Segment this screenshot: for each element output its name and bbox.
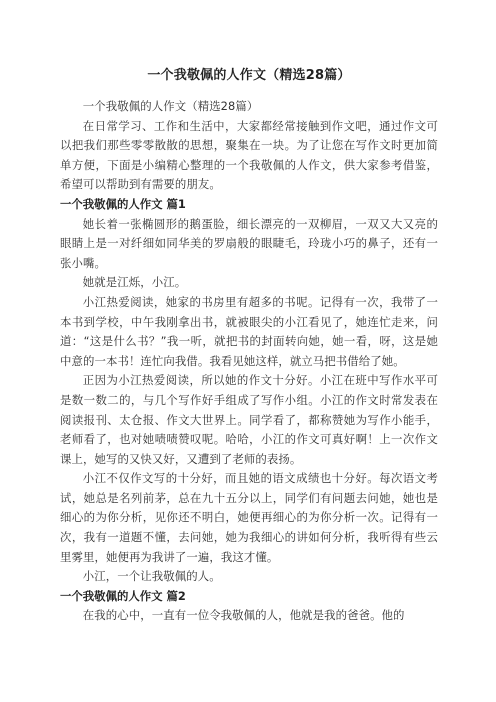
intro-paragraph: 在日常学习、工作和生活中，大家都经常接触到作文吧，通过作文可以把我们那些零零散散的思想，聚集在一块。为了让您在写作文时更加简单方便，下面是小编精心整理的一个我敬佩的人作文，供大家参考借鉴，希望可以帮助到有需要的朋友。 — [60, 118, 438, 192]
section-2-heading: 一个我敬佩的人作文 篇2 — [60, 588, 186, 603]
section-1-paragraph: 正因为小江热爱阅读，所以她的作文十分好。小江在班中写作水平可是数一数二的，与几个写作好手组成了写作小组。小江的作文时常发表在阅读报刊、太仓报、作文大世界上。同学看了，都称赞她为写作小能手，老师看了，也对她啧啧赞叹呢。哈哈，小江的作文可真好啊！上一次作文课上，她写的又快又好，又遭到了老师的表扬。 — [60, 373, 438, 466]
section-1-paragraph: 小江不仅作文写的十分好，而且她的语文成绩也十分好。每次语文考试，她总是名列前茅，总在九十五分以上，同学们有问题去问她，她也是细心的为你分析，见你还不明白，她便再细心的为你分析一次。记得有一次，我有一道题不懂，去问她，她为我细心的讲如何分析，我听得有些云里雾里，她便再为我讲了一遍，我这才懂。 — [60, 471, 438, 564]
section-1-paragraph: 她长着一张椭圆形的鹅蛋脸，细长漂亮的一双柳眉，一双又大又亮的眼睛上是一对纤细如同华美的罗扇般的眼睫毛，玲珑小巧的鼻子，还有一张小嘴。 — [60, 216, 438, 270]
intro-subtitle: 一个我敬佩的人作文（精选28篇） — [82, 99, 259, 113]
section-1-heading: 一个我敬佩的人作文 篇1 — [60, 196, 186, 211]
section-2-paragraph: 在我的心中，一直有一位令我敬佩的人，他就是我的爸爸。他的 — [82, 608, 405, 623]
section-1-paragraph: 她就是江烁，小江。 — [82, 275, 187, 290]
document-title: 一个我敬佩的人作文（精选28篇） — [147, 68, 351, 83]
section-1-paragraph: 小江，一个让我敬佩的人。 — [82, 569, 221, 584]
section-1-paragraph: 小江热爱阅读，她家的书房里有超多的书呢。记得有一次，我带了一本书到学校，中午我刚拿出书，就被眼尖的小江看见了，她连忙走来，问道：“这是什么书？”我一听，就把书的封面转向她，她一看，呀，这是她中意的一本书！连忙向我借。我看见她这样，就立马把书借给了她。 — [60, 294, 438, 368]
